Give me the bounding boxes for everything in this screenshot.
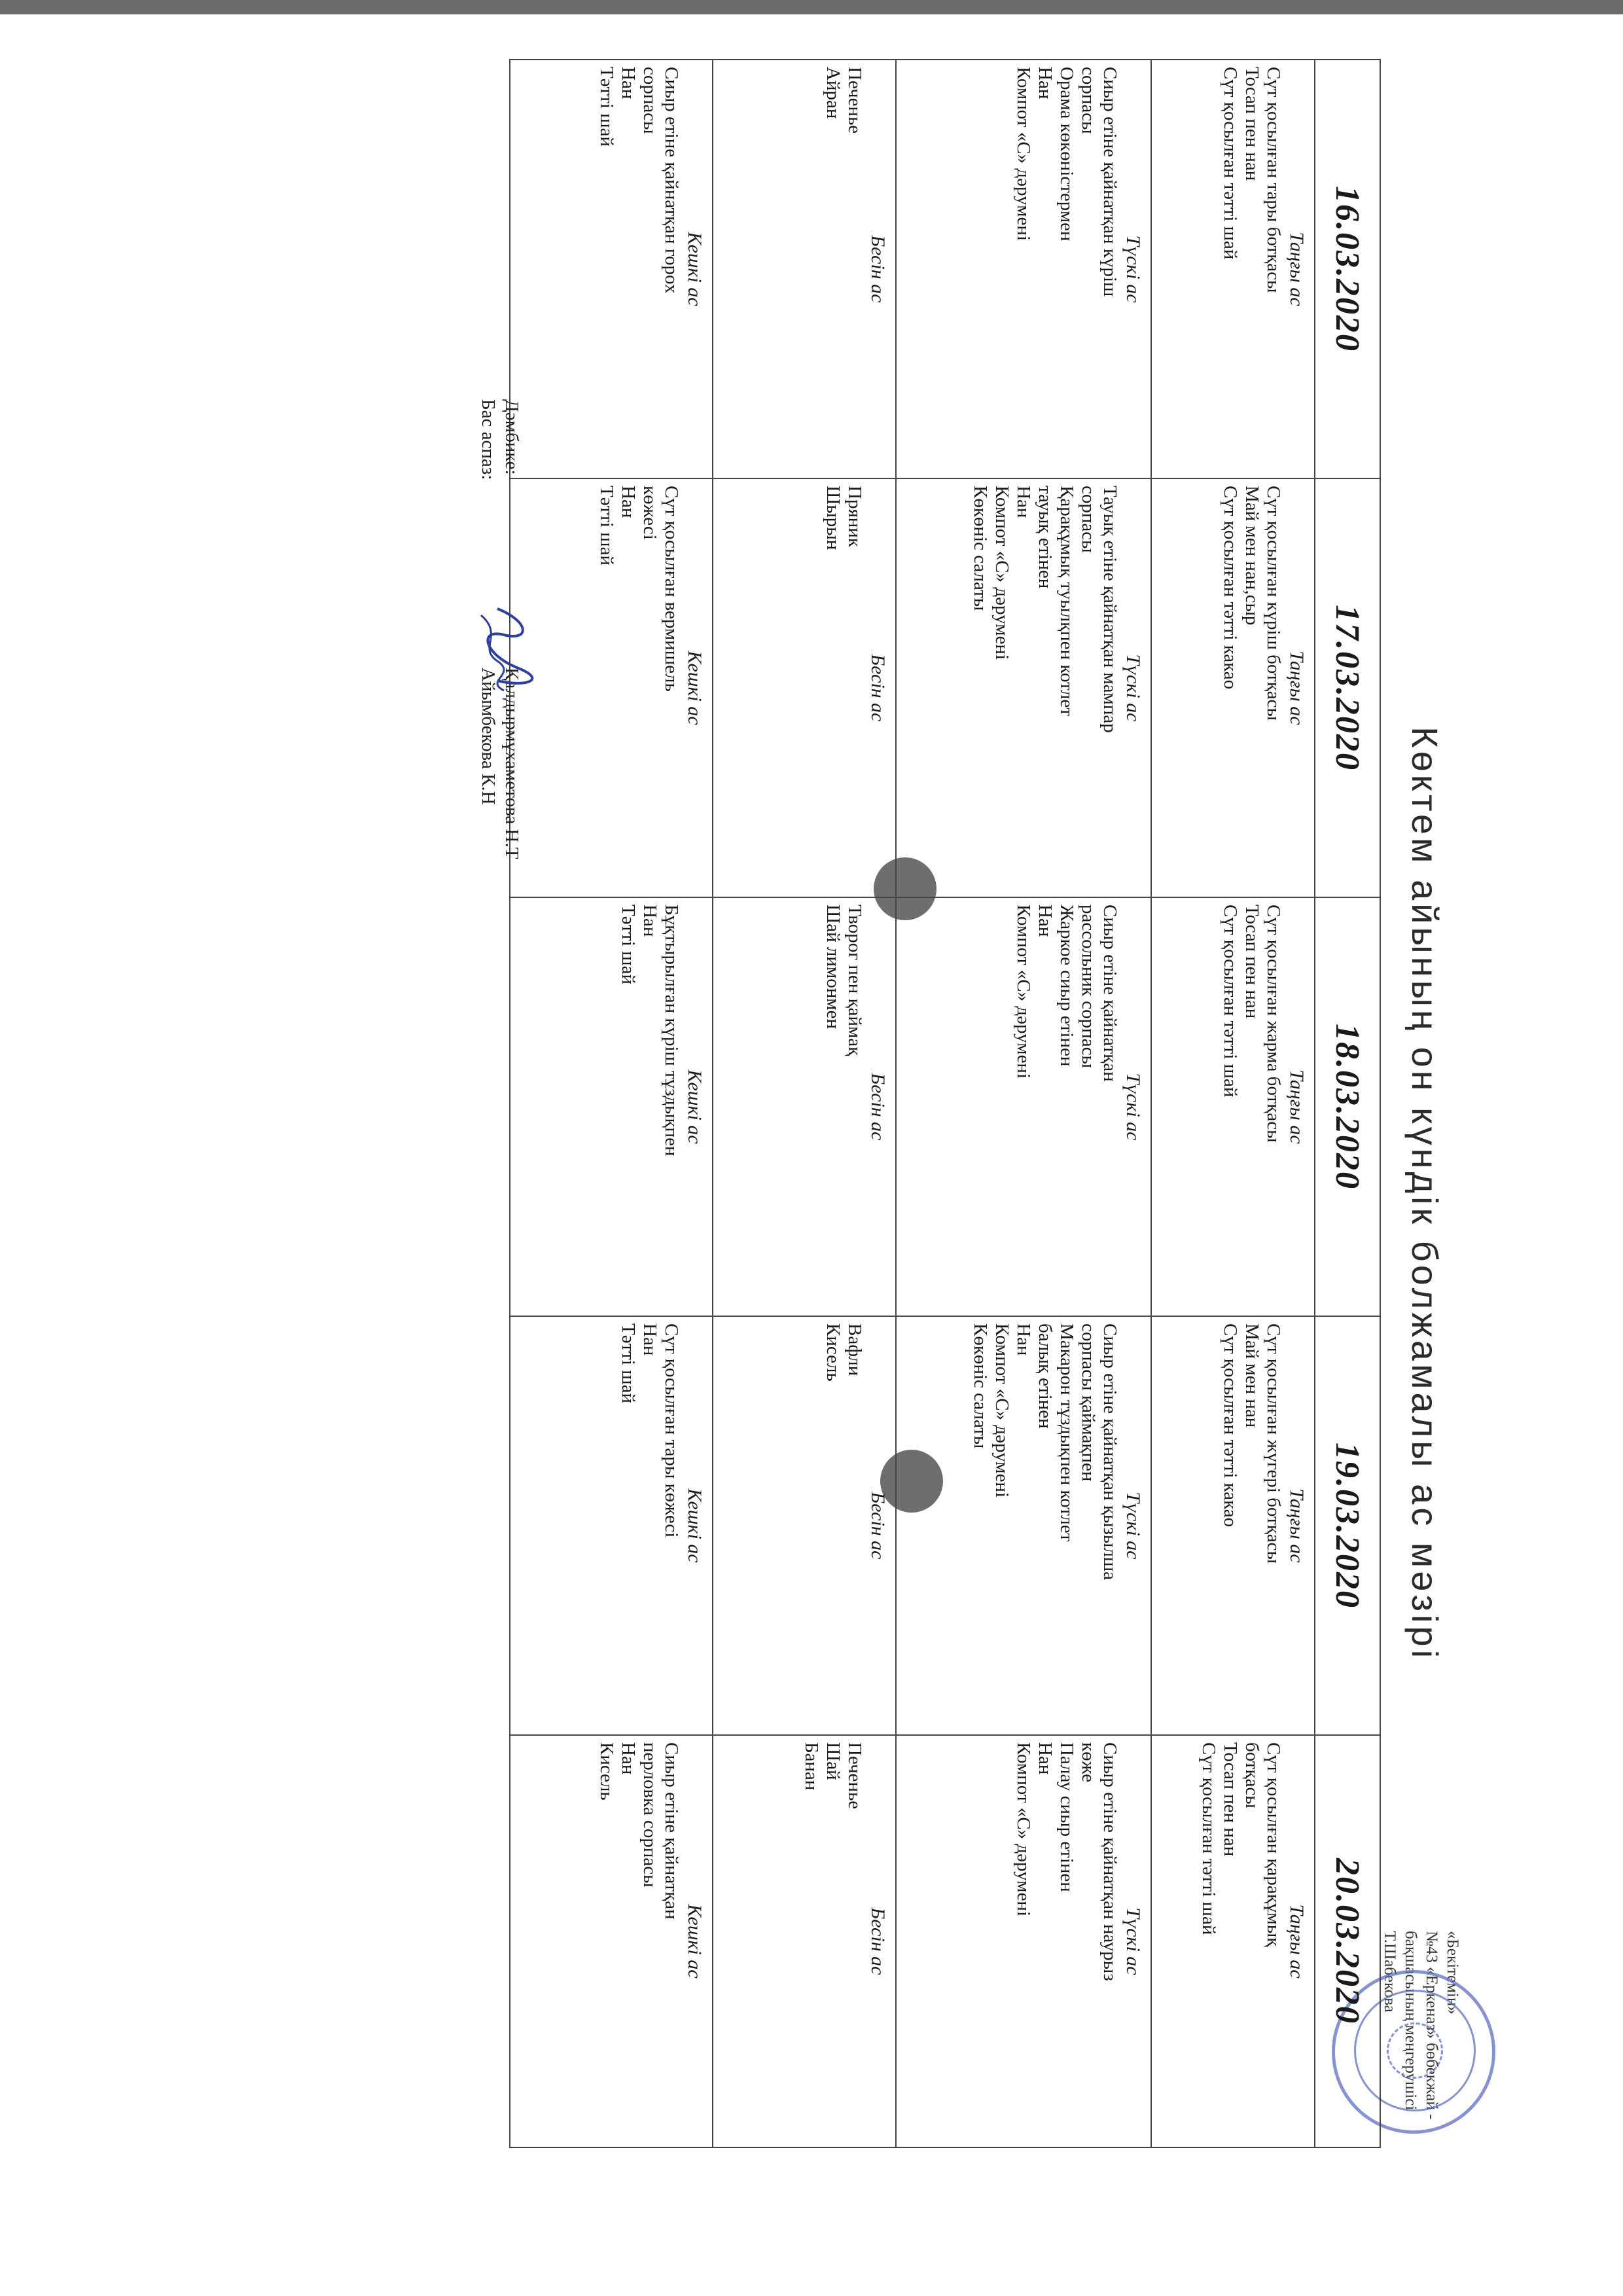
menu-item: тауық етінен [1035,486,1056,589]
menu-item: Шай [823,1742,844,1780]
meal-items [1012,905,1120,1309]
menu-item: Кисель [823,1323,844,1382]
meal-heading: Түскі ас [1122,1492,1144,1560]
menu-item: Сүт қосылған тәтті шай [1220,67,1241,260]
meal-heading: Кешкі ас [684,232,705,306]
menu-item: Сүт қосылған тәтті шай [1220,905,1241,1098]
date-row [1315,60,1380,2147]
menu-item: көжесі [639,486,660,540]
cook-label: Дәмбике: [501,399,522,475]
meal-heading: Таңғы ас [1286,651,1308,725]
date-day-5: 20.03.2020 [1315,1735,1380,2147]
meal-items [596,486,682,890]
menu-item: Сүт қосылған тәтті шай [1198,1742,1219,1935]
meal-heading: Бесін ас [867,235,889,303]
menu-item: Творог пен қаймақ [844,905,865,1056]
dinner-cell [510,1735,713,2147]
snack-cell [713,1316,896,1735]
chef-label: Бас аспаз: [478,399,499,480]
meal-heading: Түскі ас [1122,235,1144,303]
menu-item: Орама көкөністермен [1056,67,1077,242]
menu-item: сорпасы [1078,486,1099,553]
menu-item: Тауық етіне қайнатқан мампар [1099,486,1120,733]
dinner-row [510,60,713,2147]
meal-heading: Бесін ас [867,1492,889,1560]
menu-item: Тәтті шай [596,67,617,147]
menu-item: Сиыр етіне қайнатқан [1099,905,1120,1082]
meal-items [596,1742,682,2140]
menu-item: Компот «С» дәрумені [1013,1742,1034,1917]
meal-items [822,486,865,890]
date-day-1: 16.03.2020 [1315,60,1380,478]
menu-item: Сүт қосылған тары ботқасы [1263,67,1284,293]
menu-item: Компот «С» дәрумені [991,1323,1012,1498]
menu-item: Банан [801,1742,822,1791]
menu-item: Сиыр етіне қайнатқан [661,1742,682,1920]
menu-item: Көкөніс салаты [970,486,991,611]
lunch-cell [896,1735,1151,2147]
menu-item: рассольник сорпасы [1078,905,1099,1068]
meal-items [822,1323,865,1728]
meal-items [1012,1742,1120,2140]
menu-item: Нан [618,67,639,99]
menu-item: Тәтті шай [618,905,639,984]
menu-item: Нан [1013,1323,1034,1356]
menu-item: Печенье [844,1742,865,1810]
menu-item: Пряник [844,486,865,547]
menu-item: Май мен нан,сыр [1241,486,1262,626]
meal-items [1198,1742,1284,2140]
menu-item: Нан [639,905,660,937]
meal-items [969,486,1120,890]
lunch-cell [896,897,1151,1316]
approval-line-4: Т.Шабекова [1381,1931,1399,2013]
menu-item: Қарақұмық туылқпен котлет [1056,486,1077,717]
menu-item: Нан [1035,1742,1056,1775]
lunch-cell [896,60,1151,478]
menu-item: Сүт қосылған жарма ботқасы [1263,905,1284,1143]
cook-name: Қалдырмұхаметова Н.Т [501,668,522,859]
date-day-4: 19.03.2020 [1315,1316,1380,1735]
menu-item: Нан [618,1742,639,1775]
menu-item: Жаркое сиыр етінен [1056,905,1077,1067]
meal-heading: Кешкі ас [684,1488,705,1563]
menu-item: Палау сиыр етінен [1056,1742,1077,1892]
menu-item: Нан [1013,486,1034,518]
menu-item: Нан [1035,905,1056,937]
snack-cell [713,478,896,897]
handwritten-signature [471,602,543,694]
menu-item: Сүт қосылған тәтті какао [1220,486,1241,690]
lunch-cell [896,1316,1151,1735]
menu-item: Тәтті шай [596,486,617,565]
breakfast-cell [1151,478,1315,897]
meal-items [1219,486,1284,890]
lunch-cell [896,478,1151,897]
snack-cell [713,1735,896,2147]
chef-name: Айымбекова К.Н [478,668,499,805]
menu-item: Сүт қосылған вермишель [661,486,682,692]
menu-item: Тосап пен нан [1241,905,1262,1019]
meal-items [969,1323,1120,1728]
menu-sheet [183,59,1459,2153]
menu-table [509,59,1381,2148]
breakfast-row [1151,60,1315,2147]
menu-item: Бұқтырылған күріш тұздықпен [661,905,682,1157]
meal-heading: Бесін ас [867,1073,889,1141]
meal-items [800,1742,865,2140]
meal-heading: Таңғы ас [1286,1904,1308,1979]
menu-item: Сиыр етіне қайнатқан күріш [1099,67,1120,297]
menu-item: перловка сорпасы [639,1742,660,1888]
menu-item: Сүт қосылған күріш ботқасы [1263,486,1284,721]
menu-item: Компот «С» дәрумені [1013,905,1034,1079]
menu-item: Кисель [596,1742,617,1801]
snack-row [713,60,896,2147]
menu-item: Сиыр етіне қайнатқан қызылша [1099,1323,1120,1581]
menu-item: Сүт қосылған тәтті какао [1220,1323,1241,1528]
meal-heading: Түскі ас [1122,654,1144,722]
scan-edge [0,0,1623,14]
menu-item: Шай лимонмен [823,905,844,1030]
meal-heading: Түскі ас [1122,1907,1144,1975]
meal-heading: Таңғы ас [1286,232,1308,306]
date-day-3: 18.03.2020 [1315,897,1380,1316]
meal-heading: Кешкі ас [684,1904,705,1979]
menu-item: көже [1078,1742,1099,1783]
menu-item: Компот «С» дәрумені [1013,67,1034,242]
menu-item: Макарон тұздықпен котлет [1056,1323,1077,1542]
menu-item: Нан [618,486,639,518]
lunch-row [896,60,1151,2147]
meal-heading: Кешкі ас [684,1069,705,1144]
meal-heading: Түскі ас [1122,1073,1144,1141]
menu-item: Тәтті шай [618,1323,639,1403]
meal-heading: Таңғы ас [1286,1069,1308,1144]
menu-item: Шырын [823,486,844,550]
menu-item: сорпасы қаймақпен [1078,1323,1099,1482]
approval-line-1: «Бекітемін» [1444,1931,1461,2015]
meal-items [822,905,865,1309]
menu-item: Вафли [844,1323,865,1376]
menu-item: Айран [823,67,844,119]
meal-items [617,905,682,1309]
menu-item: Сиыр етіне қайнатқан горох [661,67,682,294]
menu-item: Компот «С» дәрумені [991,486,1012,660]
breakfast-cell [1151,60,1315,478]
meal-heading: Бесін ас [867,654,889,722]
meal-heading: Кешкі ас [684,651,705,725]
date-day-2: 17.03.2020 [1315,478,1380,897]
breakfast-cell [1151,1735,1315,2147]
menu-item: Нан [639,1323,660,1356]
document-title: Көктем айының он күндік болжамалы ас мәзірі [1404,726,1446,1662]
menu-item: Сүт қосылған жүгері ботқасы [1263,1323,1284,1564]
meal-items [1012,67,1120,471]
meal-items [596,67,682,471]
meal-heading: Бесін ас [867,1907,889,1975]
dinner-cell [510,1316,713,1735]
menu-item: Нан [1035,67,1056,99]
meal-items [1219,67,1284,471]
meal-items [1219,905,1284,1309]
dinner-cell [510,60,713,478]
meal-items [617,1323,682,1728]
menu-item: Тосап пен нан [1241,67,1262,181]
menu-item: балық етінен [1035,1323,1056,1429]
menu-item: ботқасы [1241,1742,1262,1808]
meal-heading: Таңғы ас [1286,1488,1308,1563]
dinner-cell [510,897,713,1316]
breakfast-cell [1151,897,1315,1316]
meal-items [822,67,865,471]
menu-item: сорпасы [639,67,660,134]
approval-line-3: бақшасының меңгерушісі [1402,1931,1419,2111]
snack-cell [713,60,896,478]
breakfast-cell [1151,1316,1315,1735]
meal-items [1219,1323,1284,1728]
menu-item: Тосап пен нан [1220,1742,1241,1857]
menu-item: Сүт қосылған тары көжесі [661,1323,682,1538]
menu-item: Көкөніс салаты [970,1323,991,1449]
menu-item: Сүт қосылған қарақұмық [1263,1742,1284,1947]
menu-item: Сиыр етіне қайнатқан наурыз [1099,1742,1120,1981]
menu-item: Май мен нан [1241,1323,1262,1428]
menu-item: сорпасы [1078,67,1099,134]
menu-item: Печенье [844,67,865,134]
snack-cell [713,897,896,1316]
approval-line-2: №43 «Еркеназ» бөбекжай - [1423,1931,1440,2120]
